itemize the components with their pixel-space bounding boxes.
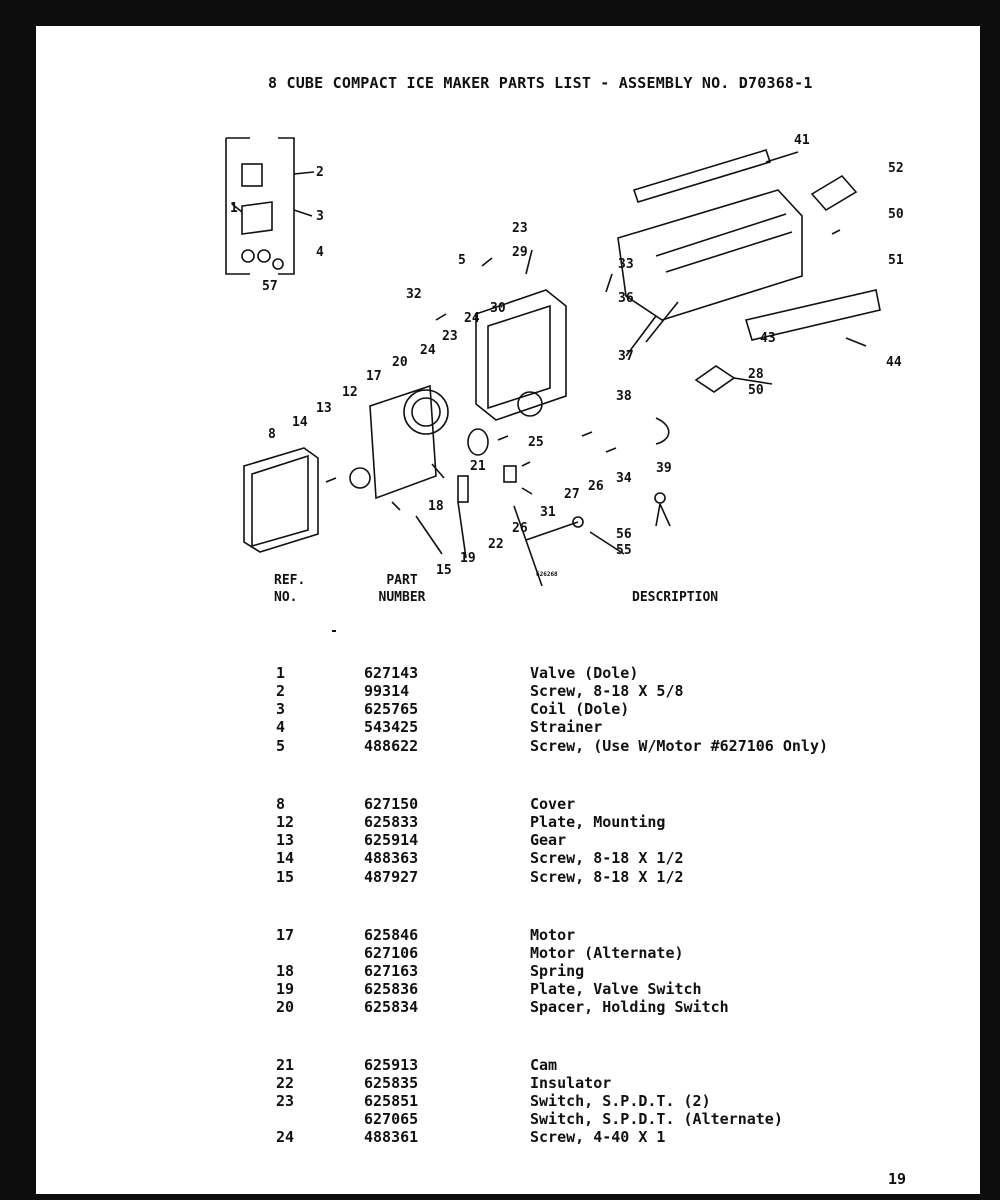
callout-32: 32 [406, 287, 422, 302]
ref-no: 3 [276, 700, 286, 718]
callout-51: 51 [888, 253, 904, 268]
stray-mark [332, 630, 336, 632]
part-number: 625835 [364, 1074, 419, 1092]
document-page [36, 26, 980, 1194]
callout-4: 4 [316, 245, 324, 260]
description: Gear [530, 831, 567, 849]
part-number: 543425 [364, 718, 419, 736]
part-number: 487927 [364, 868, 419, 886]
part-number: 625913 [364, 1056, 419, 1074]
callout-26b: 26 [512, 521, 528, 536]
header-ref: REF. NO. [274, 573, 306, 605]
callout-5: 5 [458, 253, 466, 268]
description: Plate, Mounting [530, 813, 666, 831]
callout-26: 26 [588, 479, 604, 494]
ref-no: 18 [276, 962, 295, 980]
callout-29: 29 [512, 245, 528, 260]
page-title: 8 CUBE COMPACT ICE MAKER PARTS LIST - ASSEMBLY NO. D70368-1 [268, 74, 813, 92]
callout-24: 24 [464, 311, 480, 326]
callout-37: 37 [618, 349, 634, 364]
description: Screw, 8-18 X 5/8 [530, 682, 684, 700]
callout-55: 55 [616, 543, 632, 558]
drawing-code: 626268 [536, 571, 558, 578]
callout-17: 17 [366, 369, 382, 384]
ref-no: 12 [276, 813, 295, 831]
part-number: 625851 [364, 1092, 419, 1110]
callout-2: 2 [316, 165, 324, 180]
callout-50b: 50 [748, 383, 764, 398]
part-number: 625914 [364, 831, 419, 849]
callout-13: 13 [316, 401, 332, 416]
callout-19: 19 [460, 551, 476, 566]
part-number: 99314 [364, 682, 410, 700]
part-number: 625846 [364, 926, 419, 944]
description: Screw, (Use W/Motor #627106 Only) [530, 737, 829, 755]
callout-14: 14 [292, 415, 308, 430]
part-number: 625833 [364, 813, 419, 831]
callout-44: 44 [886, 355, 902, 370]
description: Motor [530, 926, 576, 944]
callout-20: 20 [392, 355, 408, 370]
part-number: 625765 [364, 700, 419, 718]
ref-no: 20 [276, 998, 295, 1016]
ref-no: 14 [276, 849, 295, 867]
part-number: 488361 [364, 1128, 419, 1146]
part-number: 488622 [364, 737, 419, 755]
exploded-parts-diagram [186, 106, 906, 586]
callout-36: 36 [618, 291, 634, 306]
callout-43: 43 [760, 331, 776, 346]
description: Insulator [530, 1074, 612, 1092]
part-number: 625834 [364, 998, 419, 1016]
callout-1: 1 [230, 201, 238, 216]
part-number: 625836 [364, 980, 419, 998]
callout-12: 12 [342, 385, 358, 400]
description: Spring [530, 962, 585, 980]
callout-39: 39 [656, 461, 672, 476]
ref-no: 4 [276, 718, 286, 736]
part-number: 488363 [364, 849, 419, 867]
description: Screw, 4-40 X 1 [530, 1128, 666, 1146]
callout-23b: 23 [442, 329, 458, 344]
ref-no: 23 [276, 1092, 295, 1110]
description: Motor (Alternate) [530, 944, 684, 962]
ref-no: 2 [276, 682, 286, 700]
callout-24b: 24 [420, 343, 436, 358]
header-part-number: PART NUMBER [378, 573, 426, 605]
description: Strainer [530, 718, 603, 736]
part-number: 627106 [364, 944, 419, 962]
callout-38: 38 [616, 389, 632, 404]
ref-no: 24 [276, 1128, 295, 1146]
description: Screw, 8-18 X 1/2 [530, 849, 684, 867]
description: Spacer, Holding Switch [530, 998, 729, 1016]
description: Cover [530, 795, 576, 813]
callout-56: 56 [616, 527, 632, 542]
callout-22: 22 [488, 537, 504, 552]
callout-23: 23 [512, 221, 528, 236]
callout-41: 41 [794, 133, 810, 148]
ref-no: 15 [276, 868, 295, 886]
header-description: DESCRIPTION [632, 590, 719, 605]
part-number: 627150 [364, 795, 419, 813]
description: Valve (Dole) [530, 664, 639, 682]
callout-33: 33 [618, 257, 634, 272]
callout-15: 15 [436, 563, 452, 578]
callout-25: 25 [528, 435, 544, 450]
description: Cam [530, 1056, 558, 1074]
ref-no: 17 [276, 926, 295, 944]
part-number: 627163 [364, 962, 419, 980]
ref-no: 22 [276, 1074, 295, 1092]
callout-34: 34 [616, 471, 632, 486]
callout-8: 8 [268, 427, 276, 442]
callout-57: 57 [262, 279, 278, 294]
description: Screw, 8-18 X 1/2 [530, 868, 684, 886]
callout-52: 52 [888, 161, 904, 176]
callout-21: 21 [470, 459, 486, 474]
callout-18: 18 [428, 499, 444, 514]
description: Coil (Dole) [530, 700, 630, 718]
callout-28: 28 [748, 367, 764, 382]
part-number: 627065 [364, 1110, 419, 1128]
callout-30: 30 [490, 301, 506, 316]
ref-no: 13 [276, 831, 295, 849]
callout-27: 27 [564, 487, 580, 502]
ref-no: 1 [276, 664, 286, 682]
ref-no: 19 [276, 980, 295, 998]
part-number: 627143 [364, 664, 419, 682]
ref-no: 21 [276, 1056, 295, 1074]
callout-31: 31 [540, 505, 556, 520]
page-number: 19 [888, 1170, 907, 1188]
ref-no: 8 [276, 795, 286, 813]
callout-3: 3 [316, 209, 324, 224]
callout-50: 50 [888, 207, 904, 222]
ref-no: 5 [276, 737, 286, 755]
description: Plate, Valve Switch [530, 980, 702, 998]
description: Switch, S.P.D.T. (Alternate) [530, 1110, 783, 1128]
description: Switch, S.P.D.T. (2) [530, 1092, 711, 1110]
